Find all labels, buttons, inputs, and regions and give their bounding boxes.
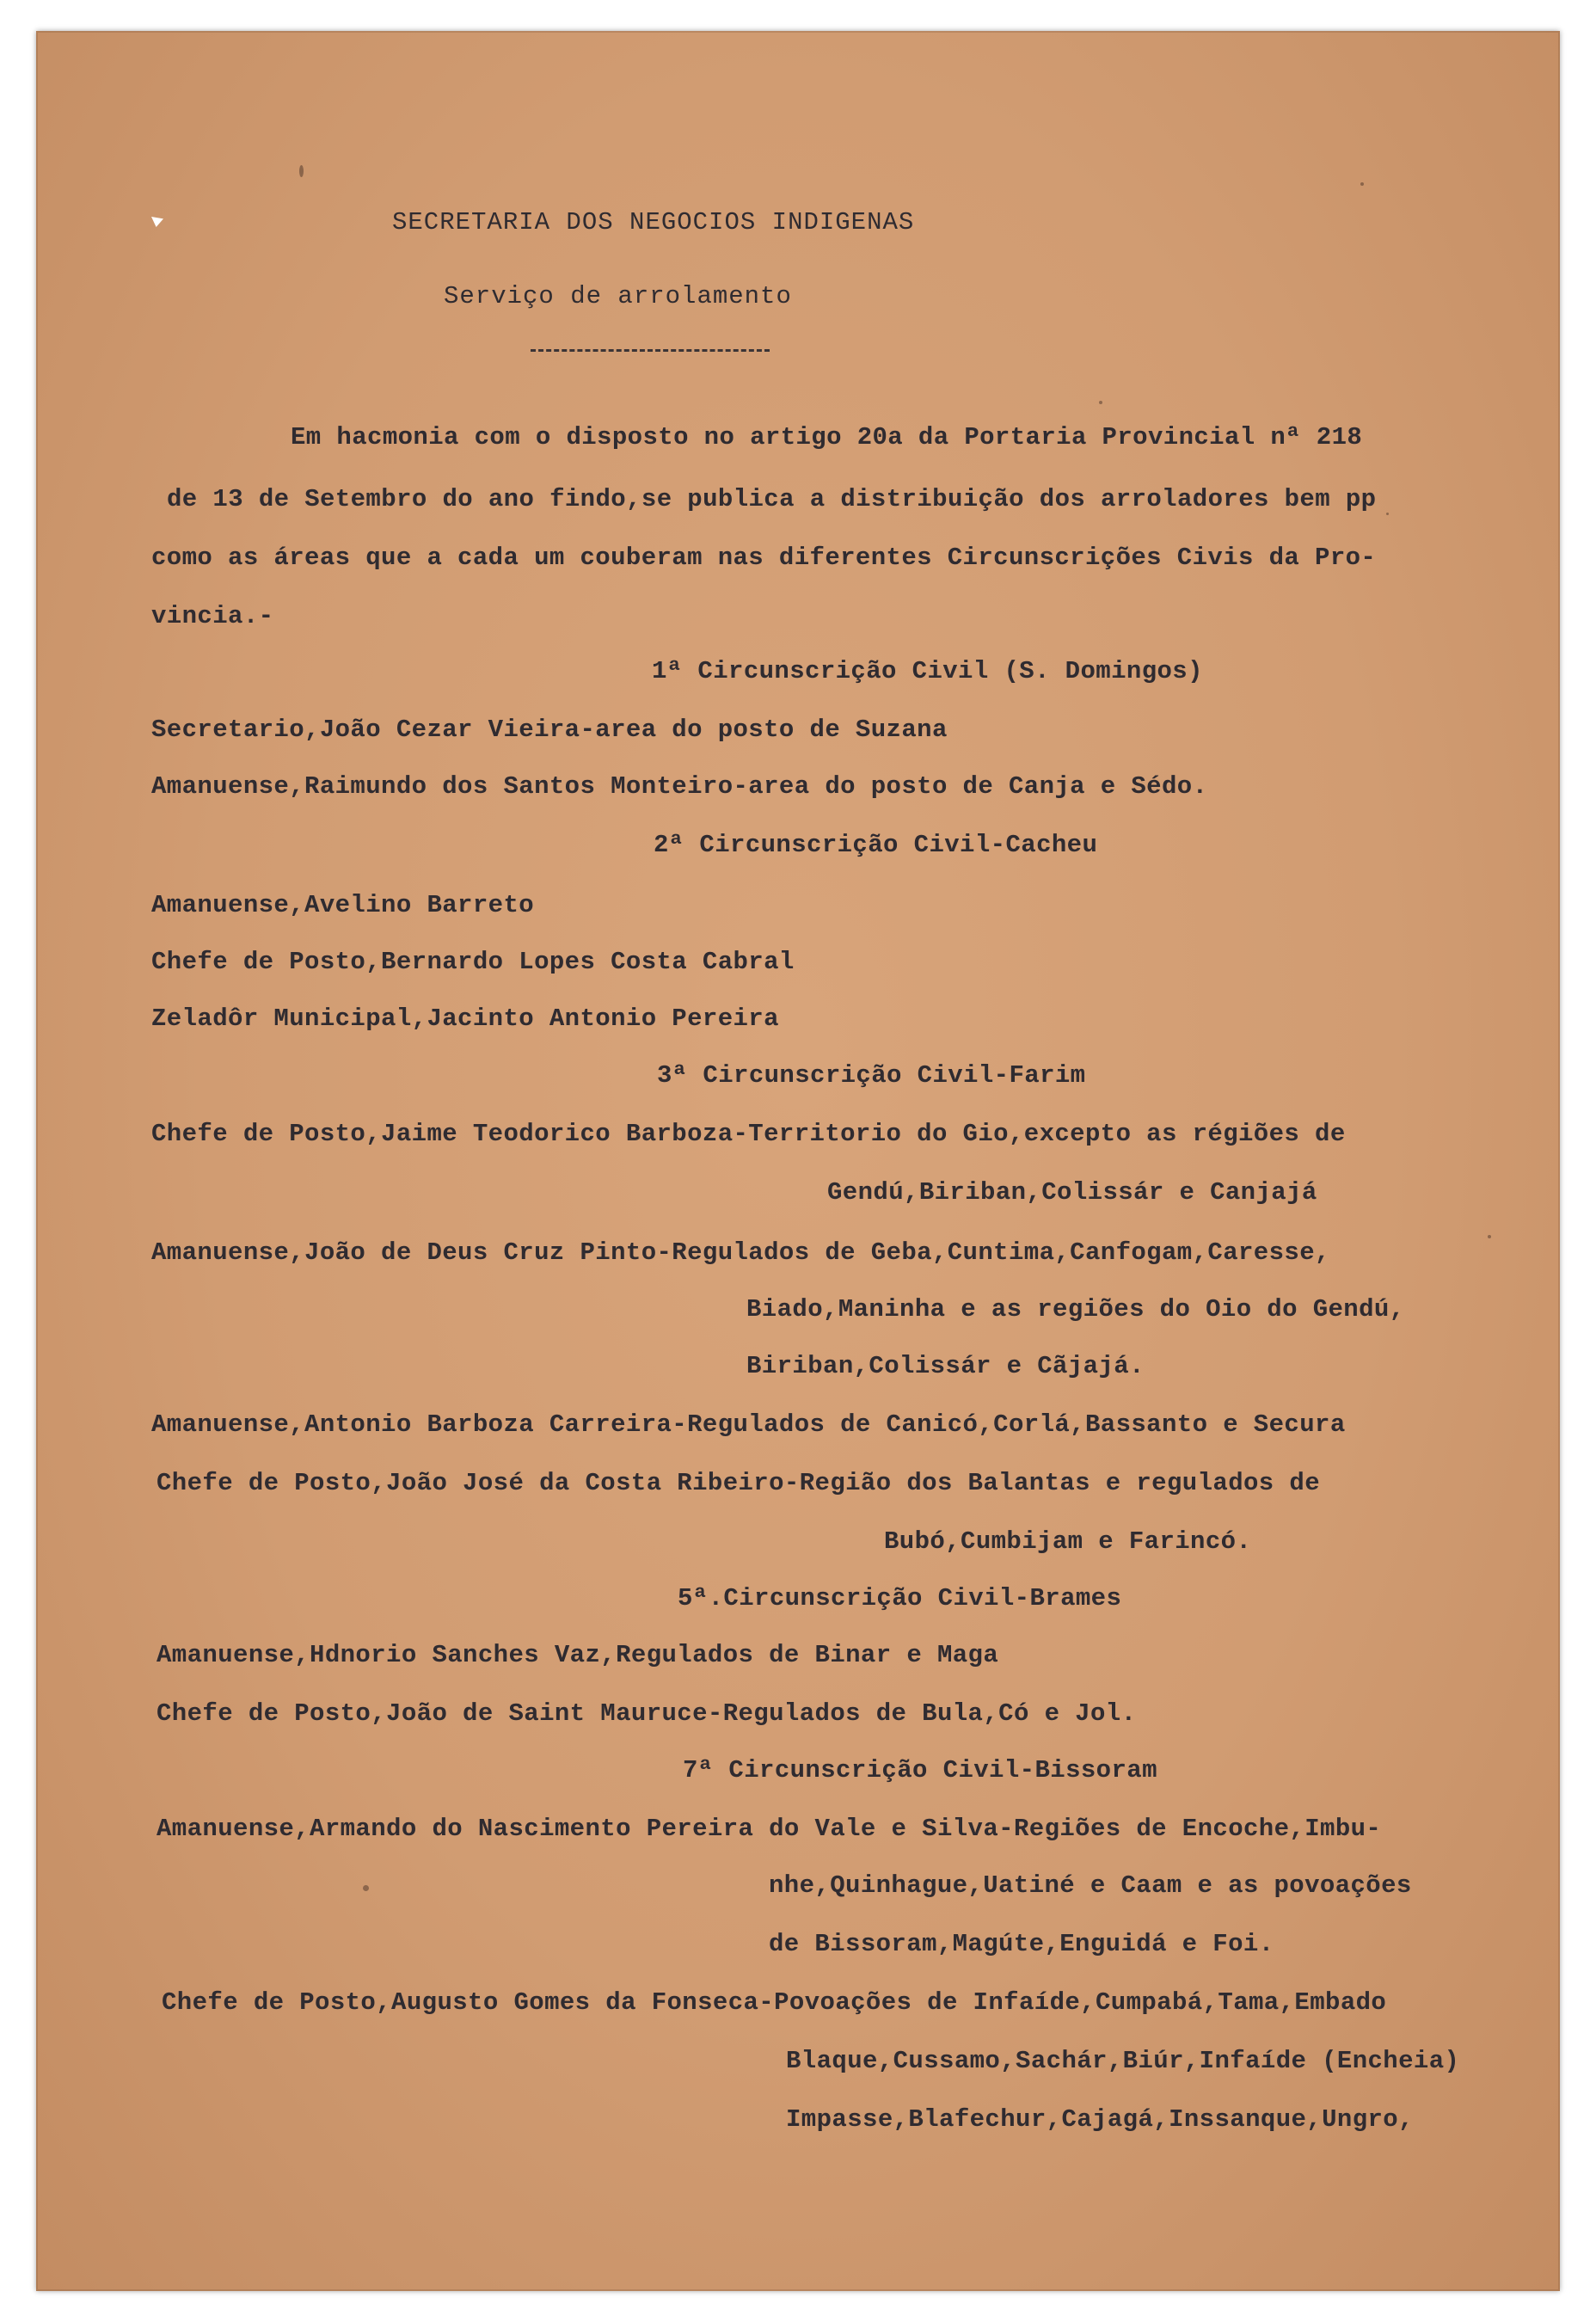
section-heading: 3ª Circunscrição Civil-Farim [657,1061,1086,1090]
section-entry: Amanuense,Raimundo dos Santos Monteiro-area do posto de Canja e Sédo. [151,772,1208,801]
document-page [36,31,1560,2291]
section-entry-continuation: Blaque,Cussamo,Sachár,Biúr,Infaíde (Encheia) [786,2047,1460,2075]
section-entry-continuation: Impasse,Blafechur,Cajagá,Inssanque,Ungro, [786,2105,1414,2134]
section-entry: Amanuense,Antonio Barboza Carreira-Regulados de Canicó,Corlá,Bassanto e Secura [151,1410,1346,1439]
section-entry: Chefe de Posto,João José da Costa Ribeiro-Região dos Balantas e regulados de [157,1469,1321,1497]
paper-speck [299,165,304,177]
section-heading: 5ª.Circunscrição Civil-Brames [678,1584,1122,1612]
section-entry: Chefe de Posto,João de Saint Mauruce-Regulados de Bula,Có e Jol. [157,1699,1137,1728]
intro-line: como as áreas que a cada um couberam nas diferentes Circunscrições Civis da Pro- [151,544,1377,572]
document-title: SECRETARIA DOS NEGOCIOS INDIGENAS [392,208,915,236]
section-entry-continuation: Biriban,Colissár e Cãjajá. [746,1352,1145,1380]
section-entry-continuation: de Bissoram,Magúte,Enguidá e Foi. [769,1930,1274,1958]
section-entry-continuation: nhe,Quinhague,Uatiné e Caam e as povoações [769,1871,1412,1900]
intro-line: vincia.- [151,602,274,630]
section-entry: Chefe de Posto,Bernardo Lopes Costa Cabral [151,948,795,976]
paper-blemish [151,217,163,227]
intro-line: de 13 de Setembro do ano findo,se publica a distribuição dos arroladores bem pp [167,485,1377,513]
header-divider [531,349,770,352]
section-entry: Amanuense,Hdnorio Sanches Vaz,Regulados de Binar e Maga [157,1641,999,1669]
section-entry-continuation: Biado,Maninha e as regiões do Oio do Gendú, [746,1295,1405,1324]
section-entry: Secretario,João Cezar Vieira-area do posto de Suzana [151,716,948,744]
section-entry-continuation: Bubó,Cumbijam e Farincó. [884,1527,1252,1556]
paper-speck [1488,1235,1491,1238]
document-subtitle: Serviço de arrolamento [444,282,792,310]
section-heading: 7ª Circunscrição Civil-Bissoram [683,1756,1157,1784]
paper-speck [363,1885,369,1891]
section-entry: Zeladôr Municipal,Jacinto Antonio Pereira [151,1004,779,1033]
section-entry: Amanuense,João de Deus Cruz Pinto-Regulados de Geba,Cuntima,Canfogam,Caresse, [151,1238,1330,1267]
paper-speck [1099,401,1102,404]
paper-speck [1386,513,1389,515]
intro-line: Em hacmonia com o disposto no artigo 20a da Portaria Provincial nª 218 [291,423,1363,452]
section-heading: 2ª Circunscrição Civil-Cacheu [654,831,1098,859]
section-entry: Amanuense,Armando do Nascimento Pereira do Vale e Silva-Regiões de Encoche,Imbu- [157,1815,1382,1843]
section-entry: Chefe de Posto,Jaime Teodorico Barboza-Territorio do Gio,excepto as régiões de [151,1120,1346,1148]
section-heading: 1ª Circunscrição Civil (S. Domingos) [652,657,1203,685]
paper-speck [1360,182,1364,186]
section-entry: Amanuense,Avelino Barreto [151,891,535,919]
section-entry: Chefe de Posto,Augusto Gomes da Fonseca-Povoações de Infaíde,Cumpabá,Tama,Embado [162,1988,1387,2017]
section-entry-continuation: Gendú,Biriban,Colissár e Canjajá [827,1178,1317,1207]
